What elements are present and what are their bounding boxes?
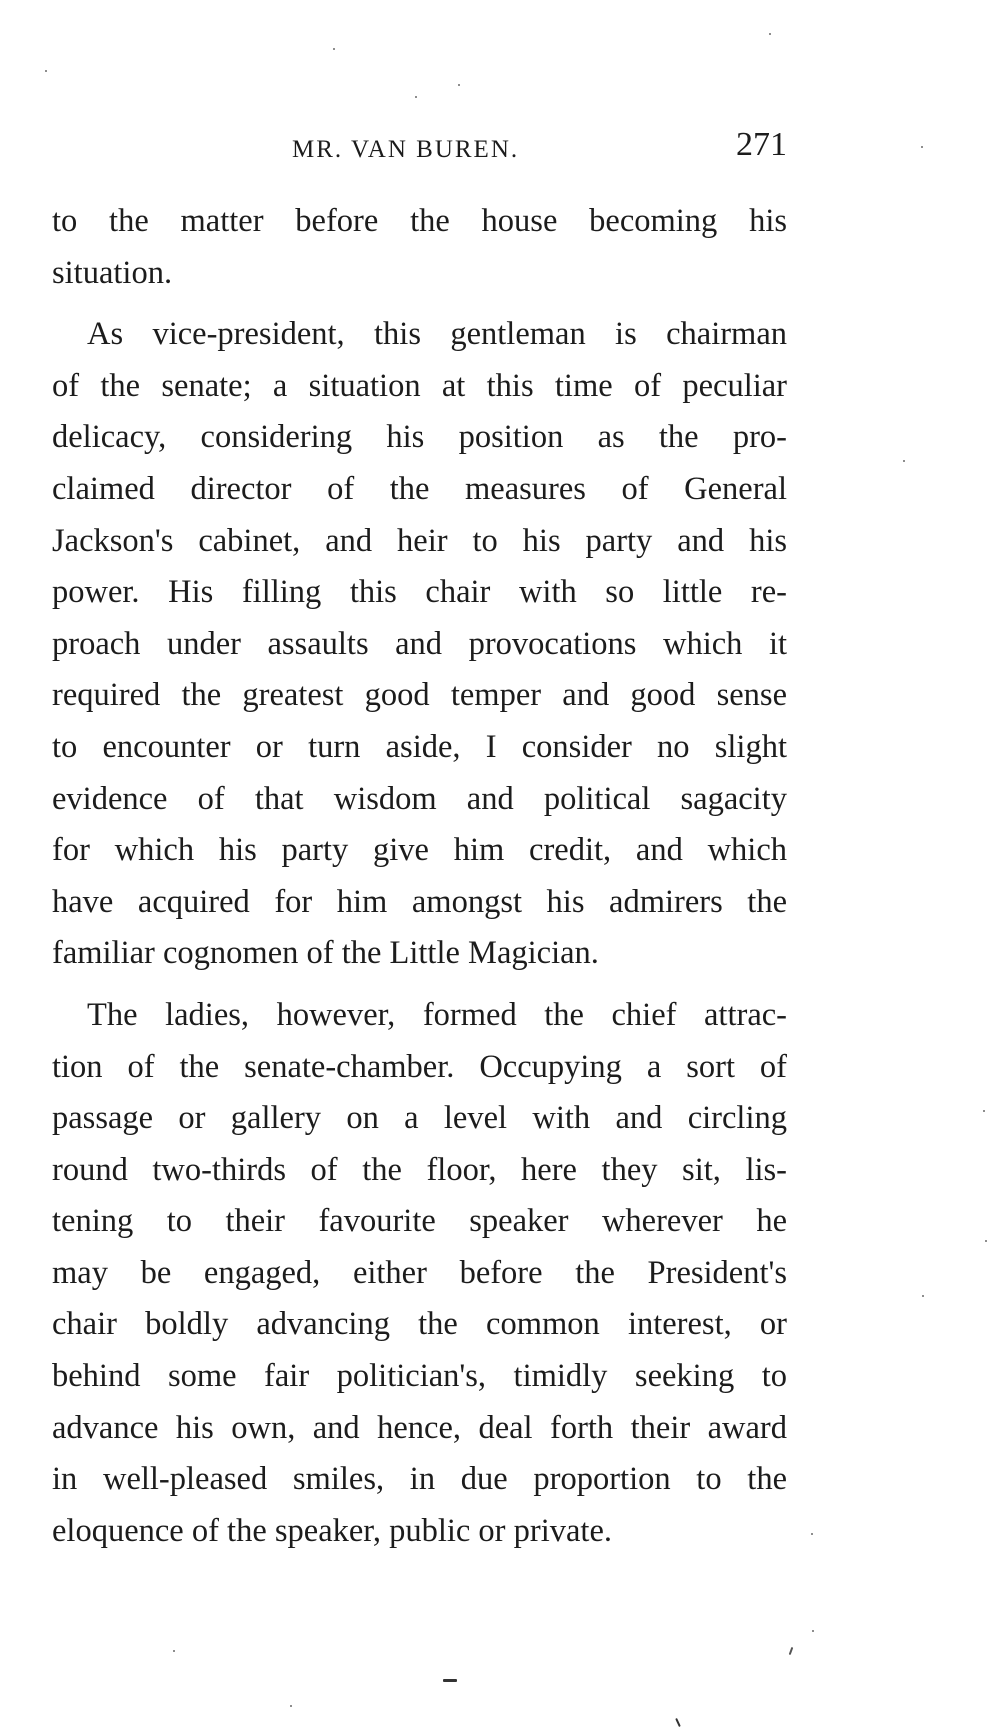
text-line: The ladies, however, formed the chief attrac- [87,996,787,1033]
text-line: for which his party give him credit, and which [52,832,787,869]
body-text [52,196,787,1557]
paragraph-2 [52,309,787,980]
text-line: passage or gallery on a level with and circling [52,1100,787,1137]
scan-speck [811,1533,813,1535]
text-line: As vice-president, this gentleman is chairman [87,316,787,353]
text-line: power. His filling this chair with so little re- [52,574,787,611]
text-line: tion of the senate-chamber. Occupying a sort of [52,1048,787,1085]
text-line: advance his own, and hence, deal forth their award [52,1409,787,1446]
text-line: proach under assaults and provocations which it [52,625,787,662]
scan-speck [45,70,47,72]
paragraph-3 [52,990,787,1558]
text-line: to the matter before the house becoming his [52,203,787,239]
scan-speck [173,1650,175,1652]
text-line: behind some fair politician's, timidly seeking to [52,1358,787,1395]
text-line: evidence of that wisdom and political sagacity [52,780,787,817]
running-title: MR. VAN BUREN. [292,136,520,163]
scan-speck [983,1110,985,1112]
scan-speck [921,146,923,148]
scan-speck [333,48,335,50]
text-line: in well-pleased smiles, in due proportion to the [52,1461,787,1498]
text-line: situation. [52,254,173,291]
scan-speck [675,1718,681,1727]
scan-speck [415,96,417,98]
text-line: have acquired for him amongst his admirers the [52,883,787,920]
text-line: tening to their favourite speaker wherever he [52,1203,787,1240]
text-line: chair boldly advancing the common interest, or [52,1306,787,1343]
text-line: may be engaged, either before the President's [52,1254,787,1291]
scan-speck [458,84,460,86]
text-line: to encounter or turn aside, I consider no slight [52,728,787,765]
scan-speck [812,1630,814,1632]
scan-speck [985,1240,987,1242]
text-line: of the senate; a situation at this time of peculiar [52,367,787,404]
text-line: required the greatest good temper and good sense [52,677,787,714]
text-line: Jackson's cabinet, and heir to his party and his [52,522,787,559]
scan-speck [443,1679,457,1682]
page-number: 271 [736,126,787,163]
paragraph-1 [52,196,787,299]
scan-speck [903,460,905,462]
text-line: claimed director of the measures of General [52,470,787,507]
scan-speck [922,1295,924,1297]
scan-speck [789,1647,794,1655]
scan-speck [290,1705,292,1707]
running-head [52,126,787,170]
scan-speck [769,33,771,35]
text-line: delicacy, considering his position as the pro- [52,419,787,456]
text-line: eloquence of the speaker, public or private. [52,1512,612,1549]
text-line: familiar cognomen of the Little Magician. [52,935,599,972]
text-line: round two-thirds of the floor, here they sit, lis- [52,1151,787,1188]
